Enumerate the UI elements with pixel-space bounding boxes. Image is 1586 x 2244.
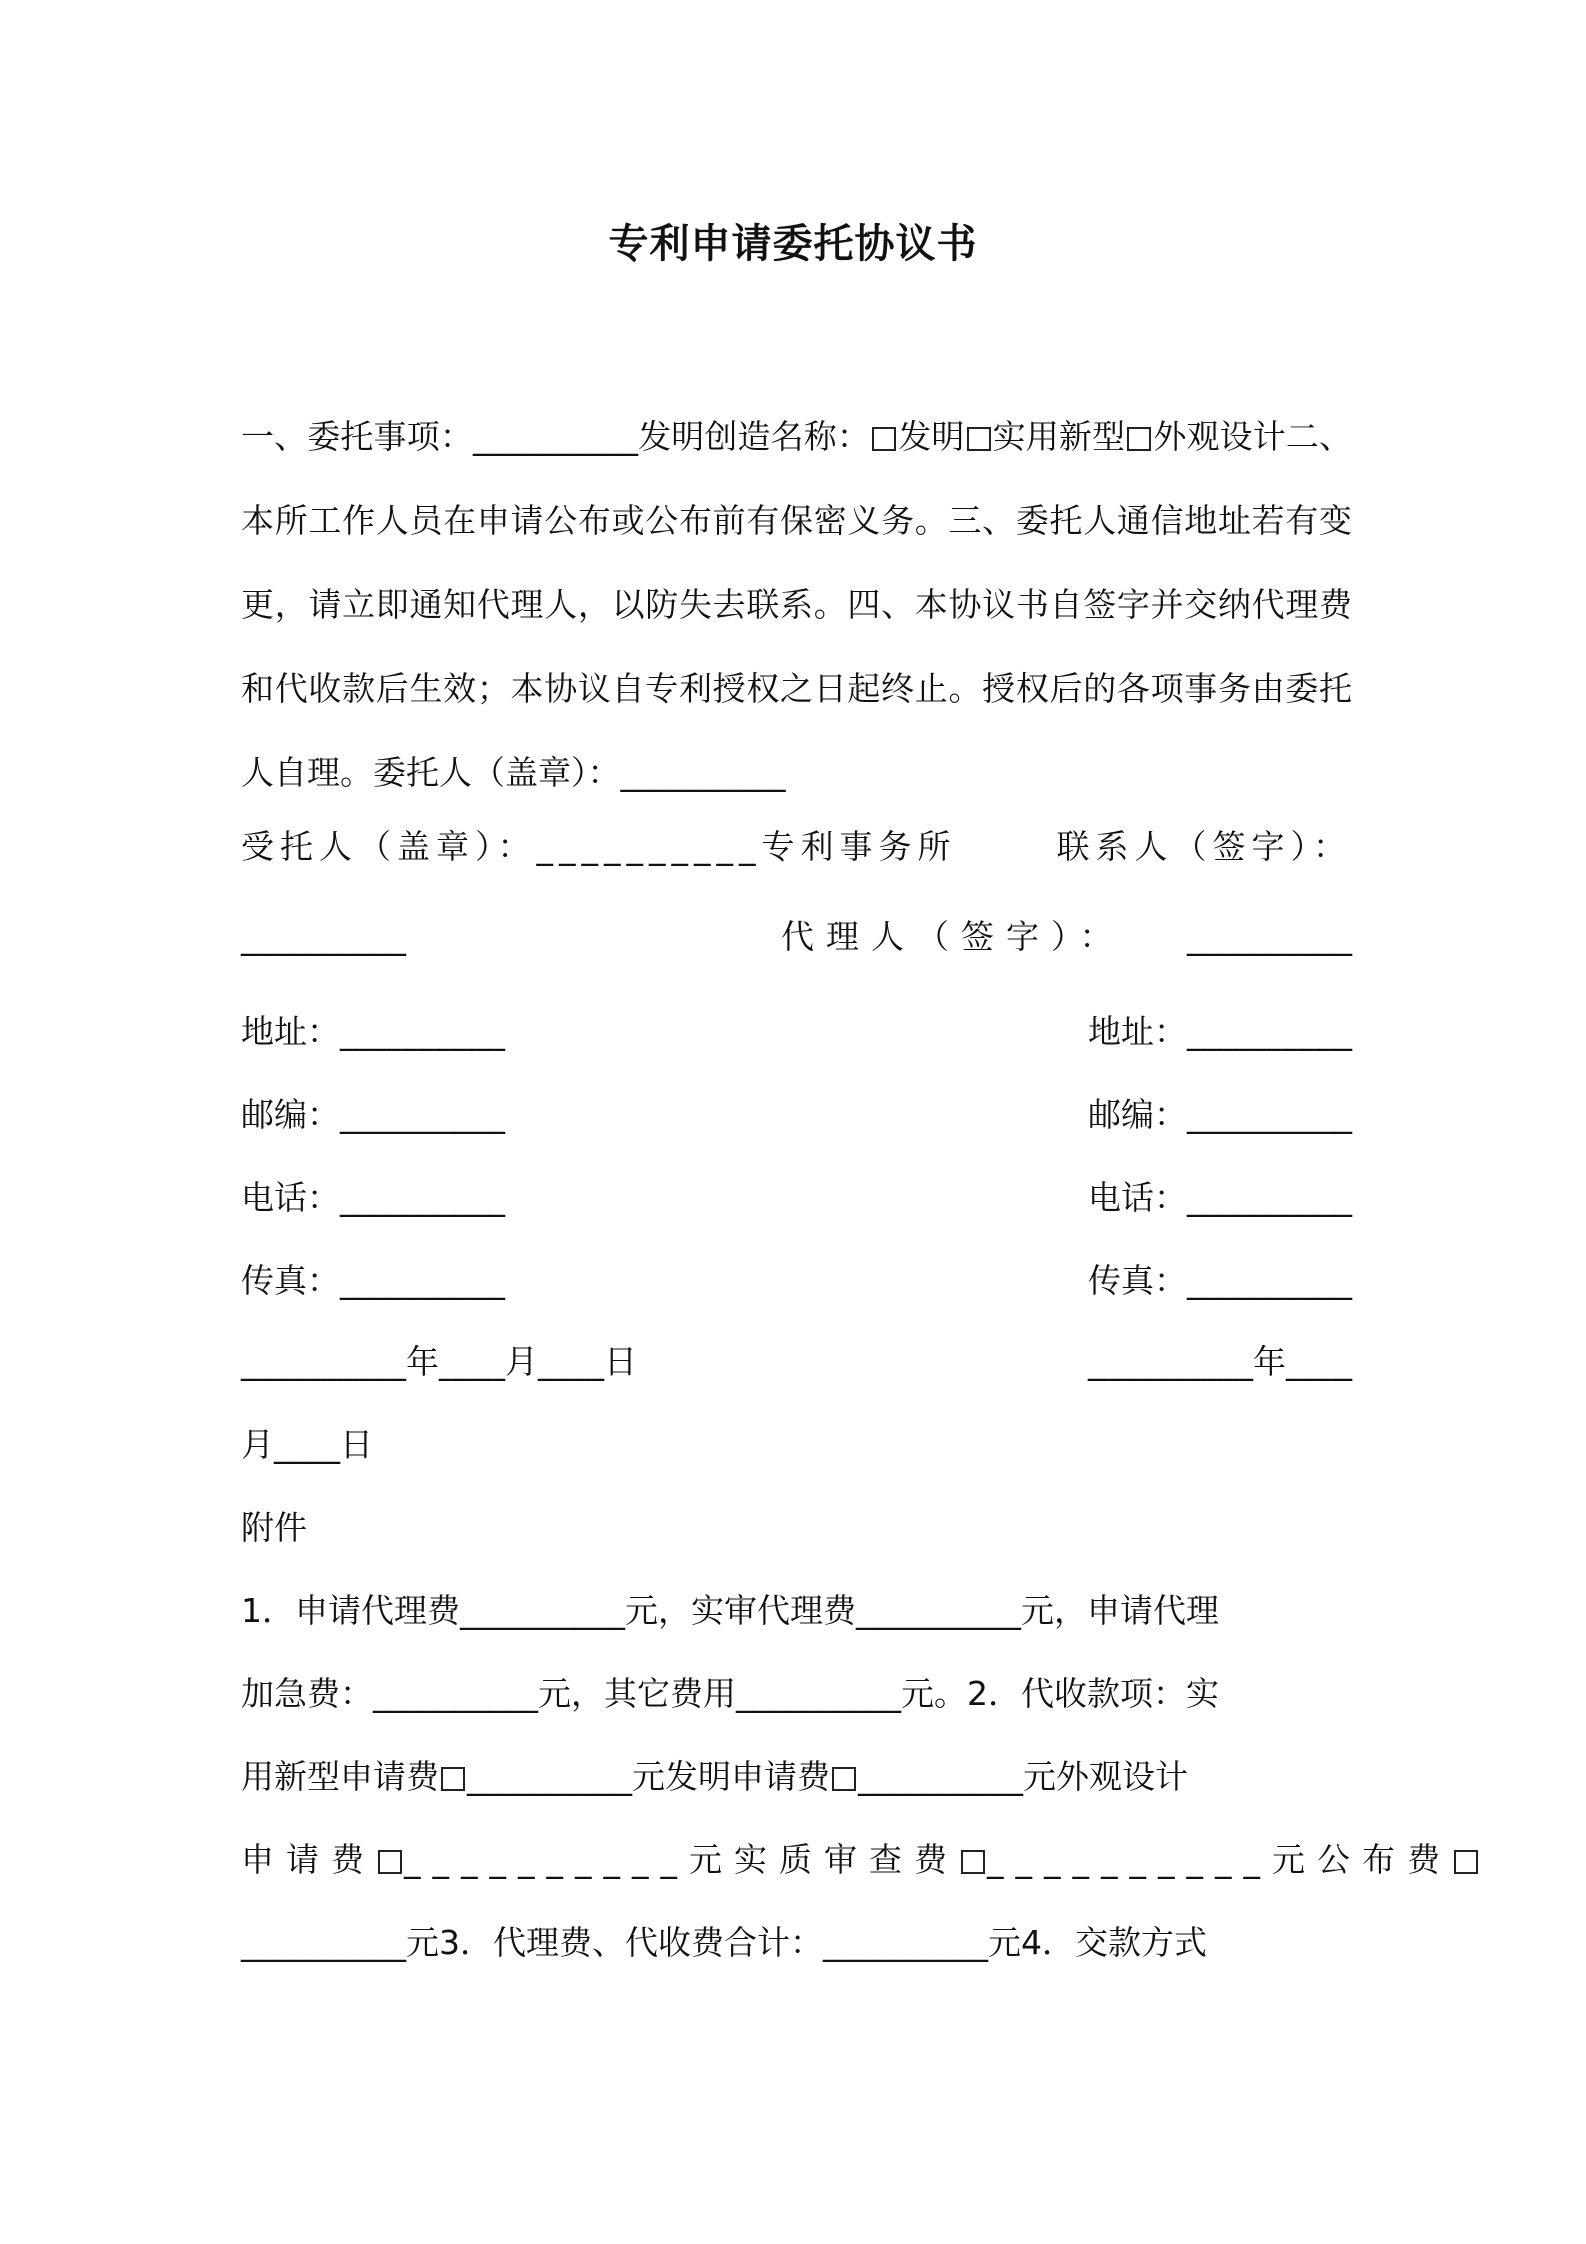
row-fax xyxy=(241,1239,1352,1323)
attachment-line-4-text xyxy=(241,1818,1480,1902)
row-phone xyxy=(241,1156,1352,1240)
phone-right-field: 电话：__________ xyxy=(1088,1178,1352,1217)
paragraph-entrust-terms xyxy=(241,395,1352,815)
document-title: 专利申请委托协议书 xyxy=(608,221,978,267)
checkbox-type-3 xyxy=(967,427,991,451)
attachment-line-5-text: __________元3．代理费、代收费合计：__________元4．交款方式 xyxy=(241,1923,1207,1962)
checkbox-publication-fee xyxy=(1454,1850,1478,1874)
utility-fee-label: 用新型申请费 xyxy=(241,1757,439,1796)
row-address xyxy=(241,990,1352,1074)
invention-fee-label: __________元发明申请费 xyxy=(467,1757,830,1796)
contact-signature-label: 联系人（签字）： xyxy=(1056,827,1352,866)
trustee-seal-field: 受托人（盖章）：__________专利事务所 xyxy=(241,827,957,866)
attachment-label: 附件 xyxy=(241,1508,307,1547)
phone-left-field: 电话：__________ xyxy=(241,1178,505,1217)
address-right-field: 地址：__________ xyxy=(1088,1012,1352,1051)
checkbox-substantive-exam-fee xyxy=(961,1850,985,1874)
attachment-line-5 xyxy=(241,1901,1352,1985)
row-agent xyxy=(241,895,1352,979)
checkbox-type-5 xyxy=(1127,427,1151,451)
checkbox-invention-fee xyxy=(832,1767,856,1791)
paragraph-segment: 一、委托事项：__________发明创造名称： xyxy=(241,417,871,456)
attachment-line-3-text xyxy=(241,1735,1188,1819)
agent-signature-blank: __________ xyxy=(1187,917,1352,956)
checkbox-design-application-fee xyxy=(378,1850,402,1874)
checkbox-utility-fee xyxy=(441,1767,465,1791)
date-left-field: __________年____月____日 xyxy=(241,1342,637,1381)
paragraph-segment: 发明 xyxy=(898,417,965,456)
row-date-continued xyxy=(241,1403,1352,1487)
agent-signature-label: 代理人（签字）： xyxy=(781,917,1125,956)
postcode-right-field: 邮编：__________ xyxy=(1088,1095,1352,1134)
row-postcode xyxy=(241,1073,1352,1157)
date-right-field: __________年____ xyxy=(1088,1342,1352,1381)
attachment-line-1 xyxy=(241,1569,1352,1653)
row-trustee xyxy=(241,805,1352,889)
design-fee-label: __________元外观设计 xyxy=(858,1757,1188,1796)
publication-fee-label: __________元公布费 xyxy=(987,1840,1452,1879)
paragraph-segment: 实用新型 xyxy=(992,417,1126,456)
date-right-continued: 月____日 xyxy=(241,1425,373,1464)
design-application-fee-label: 申请费 xyxy=(241,1840,376,1879)
fax-right-field: 传真：__________ xyxy=(1088,1261,1352,1300)
attachment-line-1-text: 1．申请代理费__________元，实审代理费__________元，申请代理 xyxy=(241,1591,1219,1630)
address-left-field: 地址：__________ xyxy=(241,1012,505,1051)
paragraph-segment: 外观设计二、本所工作人员在申请公布或公布前有保密义务。三、委托人通信地址若有变更，请立即通知代理人，以防失去联系。四、本协议书自签字并交纳代理费和代收款后生效；本协议自专利授权之日起终止。授权后的各项事务由委托人自理。委托人（盖章）：__________ xyxy=(241,417,1353,792)
substantive-exam-fee-label: __________元实质审查费 xyxy=(404,1840,959,1879)
row-date xyxy=(241,1320,1352,1404)
row-attachment-label xyxy=(241,1486,1352,1570)
attachment-line-4 xyxy=(241,1818,1452,1902)
contact-signature-blank: __________ xyxy=(241,917,406,956)
fax-left-field: 传真：__________ xyxy=(241,1261,505,1300)
attachment-line-3 xyxy=(241,1735,1352,1819)
postcode-left-field: 邮编：__________ xyxy=(241,1095,505,1134)
attachment-line-2-text: 加急费：__________元，其它费用__________元。2．代收款项：实 xyxy=(241,1674,1219,1713)
attachment-line-2 xyxy=(241,1652,1352,1736)
checkbox-type-1 xyxy=(872,427,896,451)
